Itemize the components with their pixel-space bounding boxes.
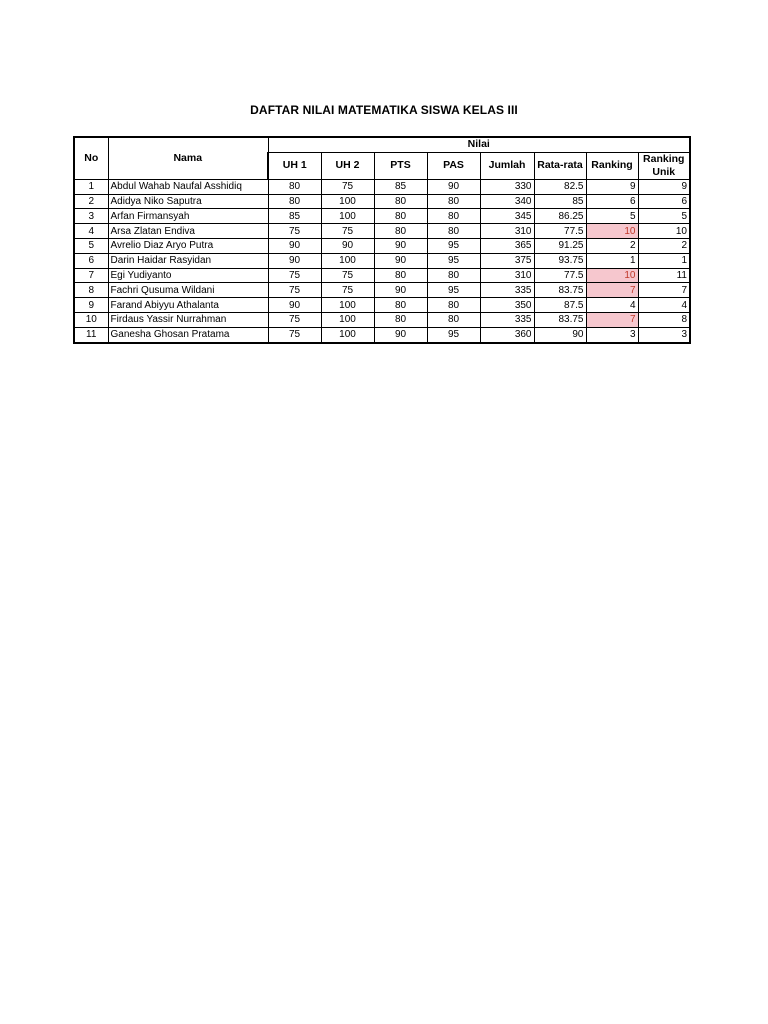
cell-pts: 90 [374,327,427,342]
cell-ranking-unik: 10 [638,224,690,239]
cell-uh2: 75 [321,224,374,239]
cell-rata-rata: 77.5 [534,224,586,239]
cell-ranking: 10 [586,224,638,239]
cell-jumlah: 340 [480,194,534,209]
cell-ranking: 3 [586,327,638,342]
cell-ranking-unik: 3 [638,327,690,342]
cell-no: 2 [74,194,108,209]
cell-pts: 85 [374,179,427,194]
cell-ranking: 9 [586,179,638,194]
table-row [74,209,690,224]
header-jumlah: Jumlah [480,152,534,179]
cell-rata-rata: 87.5 [534,298,586,313]
cell-ranking-unik: 11 [638,268,690,283]
cell-jumlah: 350 [480,298,534,313]
cell-pts: 80 [374,194,427,209]
table-row [74,224,690,239]
cell-uh2: 100 [321,209,374,224]
table-row [74,327,690,342]
cell-nama: Arfan Firmansyah [108,209,268,224]
cell-rata-rata: 83.75 [534,283,586,298]
cell-uh1: 80 [268,179,321,194]
cell-pts: 80 [374,209,427,224]
cell-uh2: 100 [321,194,374,209]
cell-pts: 80 [374,298,427,313]
cell-pas: 80 [427,298,480,313]
cell-jumlah: 335 [480,312,534,327]
page-title: DAFTAR NILAI MATEMATIKA SISWA KELAS III [250,103,518,117]
header-nilai: Nilai [268,137,690,152]
table-row [74,194,690,209]
cell-rata-rata: 86.25 [534,209,586,224]
header-nama: Nama [108,137,268,179]
cell-uh1: 90 [268,238,321,253]
cell-nama: Firdaus Yassir Nurrahman [108,312,268,327]
cell-uh1: 75 [268,327,321,342]
cell-nama: Abdul Wahab Naufal Asshidiq [108,179,268,194]
cell-uh2: 75 [321,268,374,283]
cell-ranking: 2 [586,238,638,253]
cell-jumlah: 375 [480,253,534,268]
cell-ranking-unik: 1 [638,253,690,268]
cell-nama: Darin Haidar Rasyidan [108,253,268,268]
cell-no: 7 [74,268,108,283]
cell-pts: 80 [374,312,427,327]
cell-rata-rata: 85 [534,194,586,209]
cell-no: 1 [74,179,108,194]
cell-no: 10 [74,312,108,327]
cell-rata-rata: 93.75 [534,253,586,268]
cell-nama: Avrelio Diaz Aryo Putra [108,238,268,253]
cell-jumlah: 335 [480,283,534,298]
cell-uh2: 100 [321,253,374,268]
cell-uh2: 75 [321,179,374,194]
cell-no: 6 [74,253,108,268]
cell-rata-rata: 91.25 [534,238,586,253]
table-row [74,179,690,194]
cell-pts: 90 [374,238,427,253]
cell-no: 5 [74,238,108,253]
cell-nama: Arsa Zlatan Endiva [108,224,268,239]
cell-ranking-unik: 9 [638,179,690,194]
cell-pas: 80 [427,268,480,283]
cell-ranking-unik: 2 [638,238,690,253]
cell-rata-rata: 90 [534,327,586,342]
cell-nama: Fachri Qusuma Wildani [108,283,268,298]
cell-ranking-unik: 5 [638,209,690,224]
cell-pas: 90 [427,179,480,194]
cell-no: 9 [74,298,108,313]
cell-pts: 80 [374,268,427,283]
cell-pas: 95 [427,327,480,342]
cell-jumlah: 345 [480,209,534,224]
cell-uh2: 100 [321,298,374,313]
cell-ranking: 4 [586,298,638,313]
cell-jumlah: 310 [480,268,534,283]
cell-pas: 95 [427,238,480,253]
cell-jumlah: 360 [480,327,534,342]
cell-uh2: 90 [321,238,374,253]
grades-table [73,136,691,344]
cell-ranking-unik: 7 [638,283,690,298]
cell-ranking: 5 [586,209,638,224]
cell-nama: Adidya Niko Saputra [108,194,268,209]
cell-nama: Ganesha Ghosan Pratama [108,327,268,342]
cell-rata-rata: 83.75 [534,312,586,327]
cell-ranking-unik: 6 [638,194,690,209]
cell-uh2: 75 [321,283,374,298]
header-uh1: UH 1 [268,152,321,179]
cell-ranking: 10 [586,268,638,283]
cell-no: 3 [74,209,108,224]
header-pts: PTS [374,152,427,179]
cell-no: 11 [74,327,108,342]
cell-ranking: 7 [586,312,638,327]
header-ranking-unik: Ranking Unik [638,152,690,179]
cell-jumlah: 330 [480,179,534,194]
cell-pas: 80 [427,224,480,239]
cell-pas: 80 [427,312,480,327]
cell-jumlah: 365 [480,238,534,253]
cell-pas: 80 [427,209,480,224]
table-row [74,298,690,313]
cell-rata-rata: 77.5 [534,268,586,283]
cell-uh1: 75 [268,283,321,298]
cell-no: 4 [74,224,108,239]
cell-nama: Egi Yudiyanto [108,268,268,283]
cell-pas: 95 [427,283,480,298]
cell-no: 8 [74,283,108,298]
table-row [74,253,690,268]
cell-ranking: 7 [586,283,638,298]
grades-table-body [74,179,690,342]
cell-pts: 90 [374,283,427,298]
header-no: No [74,137,108,179]
cell-ranking-unik: 8 [638,312,690,327]
cell-ranking-unik: 4 [638,298,690,313]
cell-uh1: 85 [268,209,321,224]
cell-uh1: 80 [268,194,321,209]
header-uh2: UH 2 [321,152,374,179]
cell-pas: 80 [427,194,480,209]
cell-pts: 80 [374,224,427,239]
cell-rata-rata: 82.5 [534,179,586,194]
cell-uh2: 100 [321,312,374,327]
table-row [74,312,690,327]
cell-uh1: 90 [268,298,321,313]
cell-nama: Farand Abiyyu Athalanta [108,298,268,313]
header-pas: PAS [427,152,480,179]
cell-uh1: 75 [268,224,321,239]
cell-jumlah: 310 [480,224,534,239]
header-ranking: Ranking [586,152,638,179]
cell-uh1: 90 [268,253,321,268]
header-rata-rata: Rata-rata [534,152,586,179]
cell-pts: 90 [374,253,427,268]
table-row [74,238,690,253]
cell-uh2: 100 [321,327,374,342]
table-row [74,283,690,298]
cell-uh1: 75 [268,312,321,327]
table-row [74,268,690,283]
cell-ranking: 1 [586,253,638,268]
cell-ranking: 6 [586,194,638,209]
cell-uh1: 75 [268,268,321,283]
cell-pas: 95 [427,253,480,268]
